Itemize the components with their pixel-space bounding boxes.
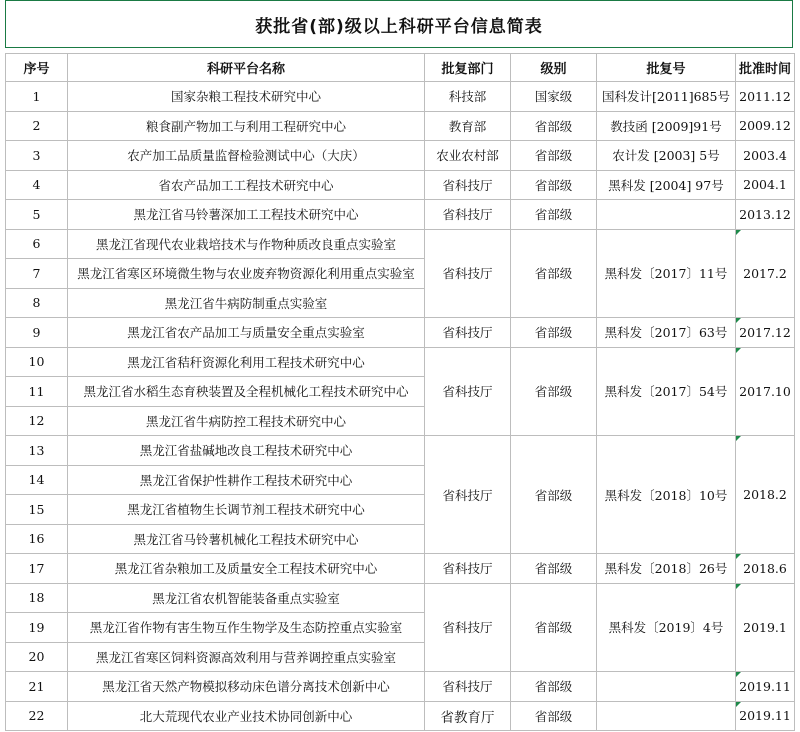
row-index-cell[interactable]: 1 (6, 82, 68, 112)
table-row (6, 701, 795, 731)
table-row (6, 229, 795, 259)
date-cell[interactable]: 2011.12 (736, 82, 795, 112)
row-index-cell[interactable]: 15 (6, 495, 68, 525)
header-dept[interactable]: 批复部门 (425, 54, 511, 82)
level-cell[interactable]: 省部级 (511, 170, 597, 200)
table-title: 获批省(部)级以上科研平台信息简表 (255, 16, 543, 37)
row-index-cell[interactable]: 10 (6, 347, 68, 377)
platform-name-cell[interactable]: 北大荒现代农业产业技术协同创新中心 (68, 701, 425, 731)
dept-cell[interactable]: 农业农村部 (425, 141, 511, 171)
doc-number-cell[interactable]: 黑科发 [2004] 97号 (597, 170, 736, 200)
level-cell[interactable]: 省部级 (511, 701, 597, 731)
level-cell[interactable]: 省部级 (511, 200, 597, 230)
platform-name-cell[interactable]: 农产加工品质量监督检验测试中心（大庆） (68, 141, 425, 171)
date-cell[interactable]: 2017.12 (736, 318, 795, 348)
date-cell[interactable]: 2018.2 (736, 436, 795, 554)
date-cell[interactable]: 2009.12 (736, 111, 795, 141)
platform-name-cell[interactable]: 黑龙江省农产品加工与质量安全重点实验室 (68, 318, 425, 348)
table-row (6, 436, 795, 466)
dept-cell[interactable]: 省科技厅 (425, 318, 511, 348)
date-cell[interactable]: 2019.11 (736, 701, 795, 731)
table-row (6, 318, 795, 348)
row-index-cell[interactable]: 22 (6, 701, 68, 731)
doc-number-cell[interactable]: 农计发 [2003] 5号 (597, 141, 736, 171)
level-cell[interactable]: 省部级 (511, 672, 597, 702)
row-index-cell[interactable]: 19 (6, 613, 68, 643)
level-cell[interactable]: 省部级 (511, 554, 597, 584)
platform-name-cell[interactable]: 黑龙江省牛病防制重点实验室 (68, 288, 425, 318)
platform-info-table (5, 53, 795, 731)
dept-cell[interactable]: 省科技厅 (425, 436, 511, 554)
table-row (6, 170, 795, 200)
table-row (6, 347, 795, 377)
doc-number-cell[interactable]: 黑科发〔2017〕63号 (597, 318, 736, 348)
row-index-cell[interactable]: 6 (6, 229, 68, 259)
dept-cell[interactable]: 省科技厅 (425, 672, 511, 702)
row-index-cell[interactable]: 11 (6, 377, 68, 407)
platform-name-cell[interactable]: 黑龙江省天然产物模拟移动床色谱分离技术创新中心 (68, 672, 425, 702)
table-row (6, 200, 795, 230)
header-doc[interactable]: 批复号 (597, 54, 736, 82)
dept-cell[interactable]: 省科技厅 (425, 583, 511, 672)
table-row (6, 82, 795, 112)
table-row (6, 583, 795, 613)
row-index-cell[interactable]: 4 (6, 170, 68, 200)
dept-cell[interactable]: 省科技厅 (425, 347, 511, 436)
row-index-cell[interactable]: 9 (6, 318, 68, 348)
level-cell[interactable]: 省部级 (511, 583, 597, 672)
date-cell[interactable]: 2017.10 (736, 347, 795, 436)
header-name[interactable]: 科研平台名称 (68, 54, 425, 82)
row-index-cell[interactable]: 18 (6, 583, 68, 613)
date-cell[interactable]: 2018.6 (736, 554, 795, 584)
table-row (6, 672, 795, 702)
row-index-cell[interactable]: 7 (6, 259, 68, 289)
doc-number-cell[interactable]: 教技函 [2009]91号 (597, 111, 736, 141)
row-index-cell[interactable]: 20 (6, 642, 68, 672)
header-date[interactable]: 批准时间 (736, 54, 795, 82)
platform-name-cell[interactable]: 黑龙江省秸秆资源化利用工程技术研究中心 (68, 347, 425, 377)
doc-number-cell[interactable]: 国科发计[2011]685号 (597, 82, 736, 112)
dept-cell[interactable]: 教育部 (425, 111, 511, 141)
table-row (6, 554, 795, 584)
platform-name-cell[interactable]: 黑龙江省马铃薯深加工工程技术研究中心 (68, 200, 425, 230)
row-index-cell[interactable]: 14 (6, 465, 68, 495)
doc-number-cell[interactable]: 黑科发〔2018〕10号 (597, 436, 736, 554)
platform-name-cell[interactable]: 黑龙江省马铃薯机械化工程技术研究中心 (68, 524, 425, 554)
row-index-cell[interactable]: 3 (6, 141, 68, 171)
doc-number-cell[interactable]: 黑科发〔2017〕11号 (597, 229, 736, 318)
table-title-cell[interactable] (5, 0, 793, 48)
row-index-cell[interactable]: 12 (6, 406, 68, 436)
level-cell[interactable]: 省部级 (511, 111, 597, 141)
platform-name-cell[interactable]: 黑龙江省现代农业栽培技术与作物种质改良重点实验室 (68, 229, 425, 259)
platform-name-cell[interactable]: 黑龙江省农机智能装备重点实验室 (68, 583, 425, 613)
dept-cell[interactable]: 省科技厅 (425, 170, 511, 200)
table-row (6, 141, 795, 171)
doc-number-cell[interactable]: 黑科发〔2017〕54号 (597, 347, 736, 436)
date-cell[interactable]: 2019.1 (736, 583, 795, 672)
level-cell[interactable]: 省部级 (511, 141, 597, 171)
doc-number-cell[interactable]: 黑科发〔2019〕4号 (597, 583, 736, 672)
dept-cell[interactable]: 省教育厅 (425, 701, 511, 731)
row-index-cell[interactable]: 8 (6, 288, 68, 318)
doc-number-cell[interactable] (597, 701, 736, 731)
dept-cell[interactable]: 省科技厅 (425, 554, 511, 584)
platform-name-cell[interactable]: 黑龙江省杂粮加工及质量安全工程技术研究中心 (68, 554, 425, 584)
row-index-cell[interactable]: 16 (6, 524, 68, 554)
row-index-cell[interactable]: 21 (6, 672, 68, 702)
doc-number-cell[interactable] (597, 200, 736, 230)
header-index[interactable]: 序号 (6, 54, 68, 82)
table-row (6, 111, 795, 141)
platform-name-cell[interactable]: 黑龙江省植物生长调节剂工程技术研究中心 (68, 495, 425, 525)
date-cell[interactable]: 2003.4 (736, 141, 795, 171)
row-index-cell[interactable]: 5 (6, 200, 68, 230)
row-index-cell[interactable]: 17 (6, 554, 68, 584)
platform-name-cell[interactable]: 黑龙江省保护性耕作工程技术研究中心 (68, 465, 425, 495)
dept-cell[interactable]: 科技部 (425, 82, 511, 112)
dept-cell[interactable]: 省科技厅 (425, 229, 511, 318)
level-cell[interactable]: 省部级 (511, 229, 597, 318)
platform-name-cell[interactable]: 黑龙江省寒区饲料资源高效利用与营养调控重点实验室 (68, 642, 425, 672)
header-level[interactable]: 级别 (511, 54, 597, 82)
platform-name-cell[interactable]: 省农产品加工工程技术研究中心 (68, 170, 425, 200)
date-cell[interactable]: 2004.1 (736, 170, 795, 200)
level-cell[interactable]: 省部级 (511, 436, 597, 554)
date-cell[interactable]: 2019.11 (736, 672, 795, 702)
row-index-cell[interactable]: 13 (6, 436, 68, 466)
level-cell[interactable]: 省部级 (511, 318, 597, 348)
platform-name-cell[interactable]: 黑龙江省作物有害生物互作生物学及生态防控重点实验室 (68, 613, 425, 643)
platform-name-cell[interactable]: 黑龙江省牛病防控工程技术研究中心 (68, 406, 425, 436)
date-cell[interactable]: 2017.2 (736, 229, 795, 318)
platform-name-cell[interactable]: 粮食副产物加工与利用工程研究中心 (68, 111, 425, 141)
level-cell[interactable]: 国家级 (511, 82, 597, 112)
date-cell[interactable]: 2013.12 (736, 200, 795, 230)
platform-name-cell[interactable]: 黑龙江省水稻生态育秧装置及全程机械化工程技术研究中心 (68, 377, 425, 407)
platform-name-cell[interactable]: 国家杂粮工程技术研究中心 (68, 82, 425, 112)
doc-number-cell[interactable] (597, 672, 736, 702)
header-row (6, 54, 795, 82)
row-index-cell[interactable]: 2 (6, 111, 68, 141)
platform-name-cell[interactable]: 黑龙江省寒区环境微生物与农业废弃物资源化利用重点实验室 (68, 259, 425, 289)
doc-number-cell[interactable]: 黑科发〔2018〕26号 (597, 554, 736, 584)
level-cell[interactable]: 省部级 (511, 347, 597, 436)
platform-name-cell[interactable]: 黑龙江省盐碱地改良工程技术研究中心 (68, 436, 425, 466)
dept-cell[interactable]: 省科技厅 (425, 200, 511, 230)
